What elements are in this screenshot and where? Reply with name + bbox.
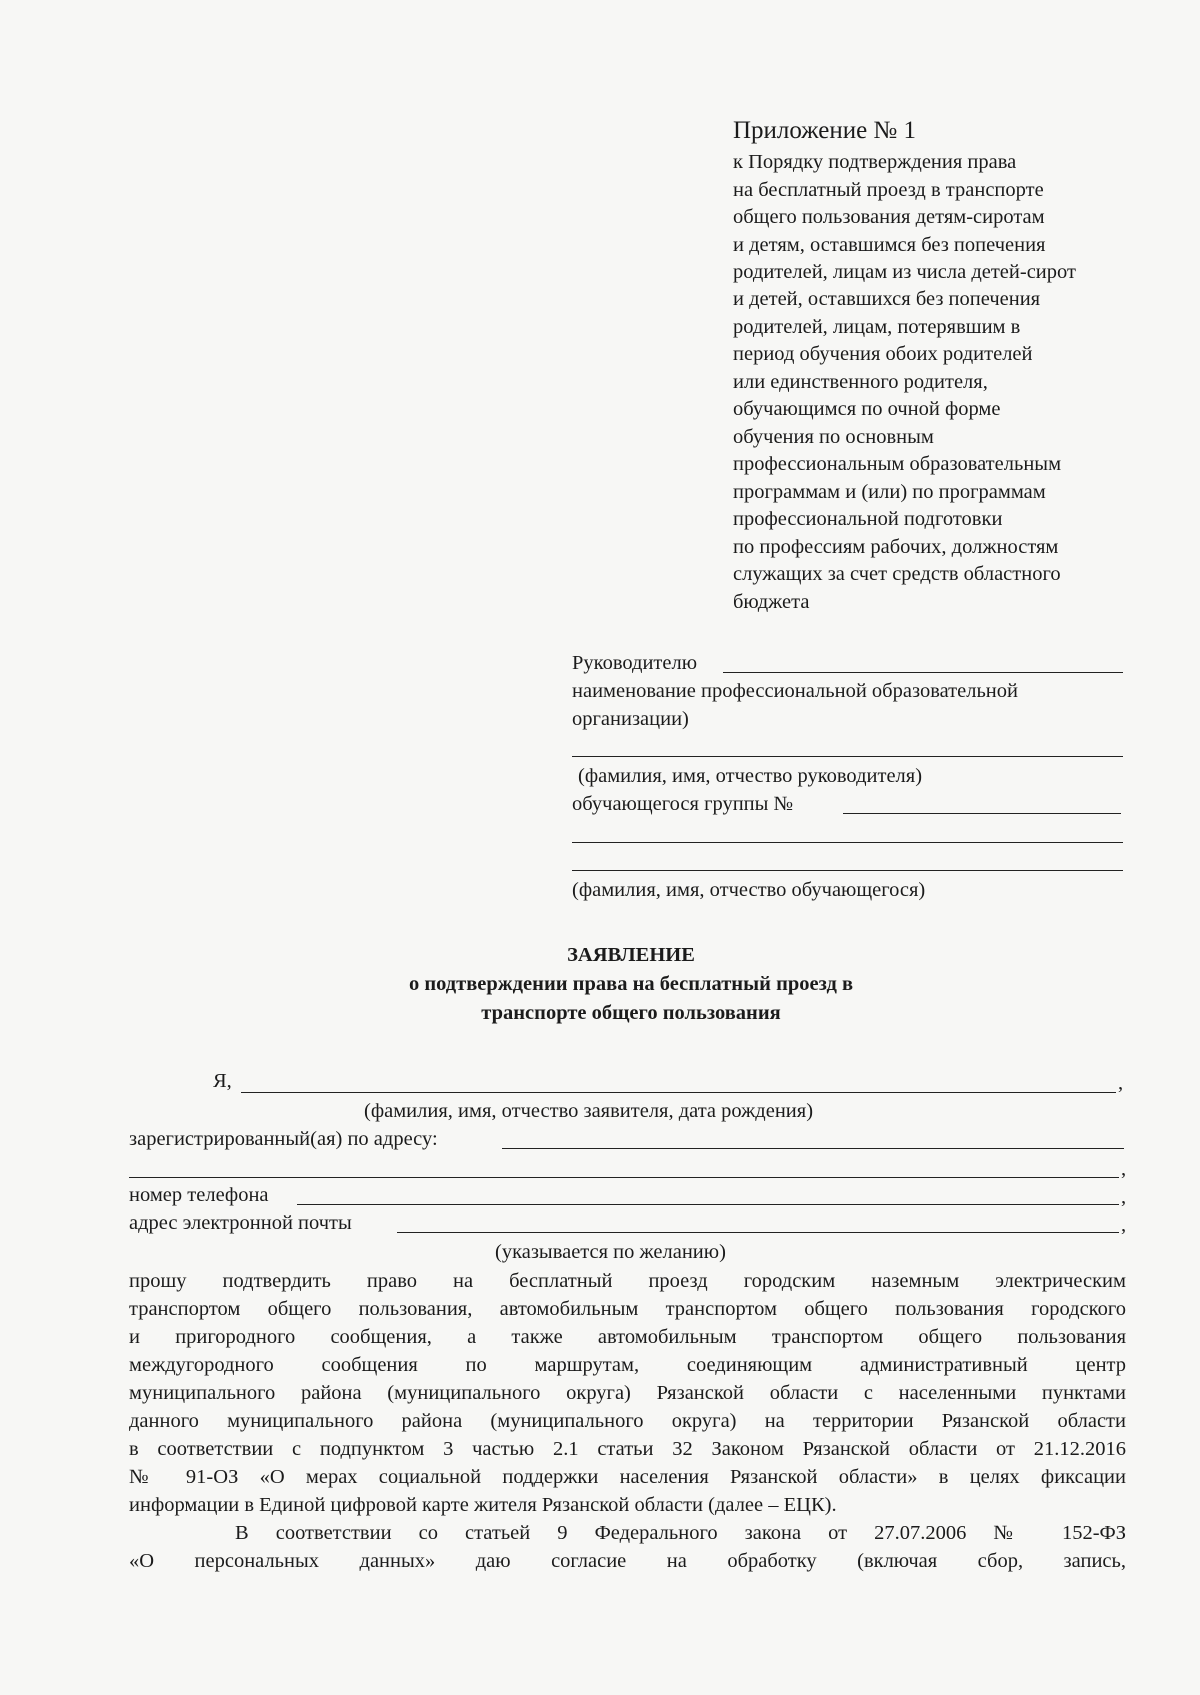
comma: , xyxy=(1121,1186,1127,1208)
statement-title: ЗАЯВЛЕНИЕ xyxy=(567,944,695,966)
appendix-title: Приложение № 1 xyxy=(733,117,917,144)
body-line: и пригородного сообщения, а также автомобильным транспортом общего пользования xyxy=(129,1326,1126,1348)
addressee-to-label: Руководителю xyxy=(572,652,698,674)
body-line: В соответствии со статьей 9 Федерального закона от 27.07.2006 № 152-ФЗ xyxy=(235,1522,1126,1544)
comma: , xyxy=(1121,1158,1127,1180)
appendix-line: обучения по основным xyxy=(733,426,934,448)
appendix-line: и детям, оставшимся без попечения xyxy=(733,234,1046,256)
body-line: данного муниципального района (муниципального округа) на территории Рязанской области xyxy=(129,1410,1126,1432)
group-label: обучающегося группы № xyxy=(572,793,794,815)
appendix-line: обучающимся по очной форме xyxy=(733,398,1001,420)
address-blank-1 xyxy=(502,1148,1124,1149)
phone-label: номер телефона xyxy=(129,1184,269,1206)
appendix-line: к Порядку подтверждения права xyxy=(733,151,1017,173)
appendix-line: бюджета xyxy=(733,591,810,613)
appendix-line: по профессиям рабочих, должностям xyxy=(733,536,1059,558)
appendix-line: период обучения обоих родителей xyxy=(733,343,1033,365)
group-number-blank xyxy=(843,813,1121,814)
body-line: муниципального района (муниципального округа) Рязанской области с населенными пунктами xyxy=(129,1382,1126,1404)
address-blank-2 xyxy=(129,1177,1119,1178)
body-line: информации в Единой цифровой карте жителя Рязанской области (далее – ЕЦК). xyxy=(129,1494,837,1516)
student-fio-blank-2 xyxy=(572,870,1123,871)
body-line: «О персональных данных» даю согласие на обработку (включая сбор, запись, xyxy=(129,1550,1126,1572)
student-fio-hint: (фамилия, имя, отчество обучающегося) xyxy=(572,879,926,901)
body-line: прошу подтвердить право на бесплатный проезд городским наземным электрическим xyxy=(129,1270,1126,1292)
head-fio-hint: (фамилия, имя, отчество руководителя) xyxy=(578,765,923,787)
appendix-line: родителей, лицам, потерявшим в xyxy=(733,316,1021,338)
head-fio-blank xyxy=(572,756,1123,757)
email-blank xyxy=(397,1232,1119,1233)
email-hint: (указывается по желанию) xyxy=(495,1241,726,1263)
appendix-line: профессиональной подготовки xyxy=(733,508,1003,530)
org-name-blank xyxy=(723,672,1123,673)
comma: , xyxy=(1121,1214,1127,1236)
body-line: № 91-ОЗ «О мерах социальной поддержки населения Рязанской области» в целях фиксации xyxy=(129,1466,1126,1488)
body-line: в соответствии с подпунктом 3 частью 2.1 статьи 32 Законом Рязанской области от 21.12.2016 xyxy=(129,1438,1126,1460)
appendix-line: служащих за счет средств областного xyxy=(733,563,1061,585)
applicant-fio-blank xyxy=(241,1092,1116,1093)
body-line: транспортом общего пользования, автомобильным транспортом общего пользования городского xyxy=(129,1298,1126,1320)
appendix-line: программам и (или) по программам xyxy=(733,481,1046,503)
applicant-hint: (фамилия, имя, отчество заявителя, дата рождения) xyxy=(364,1100,814,1122)
address-label: зарегистрированный(ая) по адресу: xyxy=(129,1128,438,1150)
appendix-line: профессиональным образовательным xyxy=(733,453,1062,475)
comma: , xyxy=(1118,1072,1124,1094)
appendix-line: на бесплатный проезд в транспорте xyxy=(733,179,1044,201)
applicant-i-label: Я, xyxy=(213,1070,232,1092)
student-fio-blank-1 xyxy=(572,842,1123,843)
appendix-line: и детей, оставшихся без попечения xyxy=(733,288,1041,310)
org-name-hint-cont: организации) xyxy=(572,708,689,730)
org-name-hint: наименование профессиональной образовательной xyxy=(572,680,1018,702)
email-label: адрес электронной почты xyxy=(129,1212,352,1234)
appendix-line: или единственного родителя, xyxy=(733,371,988,393)
statement-subtitle: о подтверждении права на бесплатный проезд в xyxy=(408,973,854,995)
appendix-line: родителей, лицам из числа детей-сирот xyxy=(733,261,1076,283)
appendix-line: общего пользования детям-сиротам xyxy=(733,206,1045,228)
statement-subtitle-cont: транспорте общего пользования xyxy=(481,1002,781,1024)
phone-blank xyxy=(297,1204,1119,1205)
body-line: междугородного сообщения по маршрутам, соединяющим административный центр xyxy=(129,1354,1126,1376)
